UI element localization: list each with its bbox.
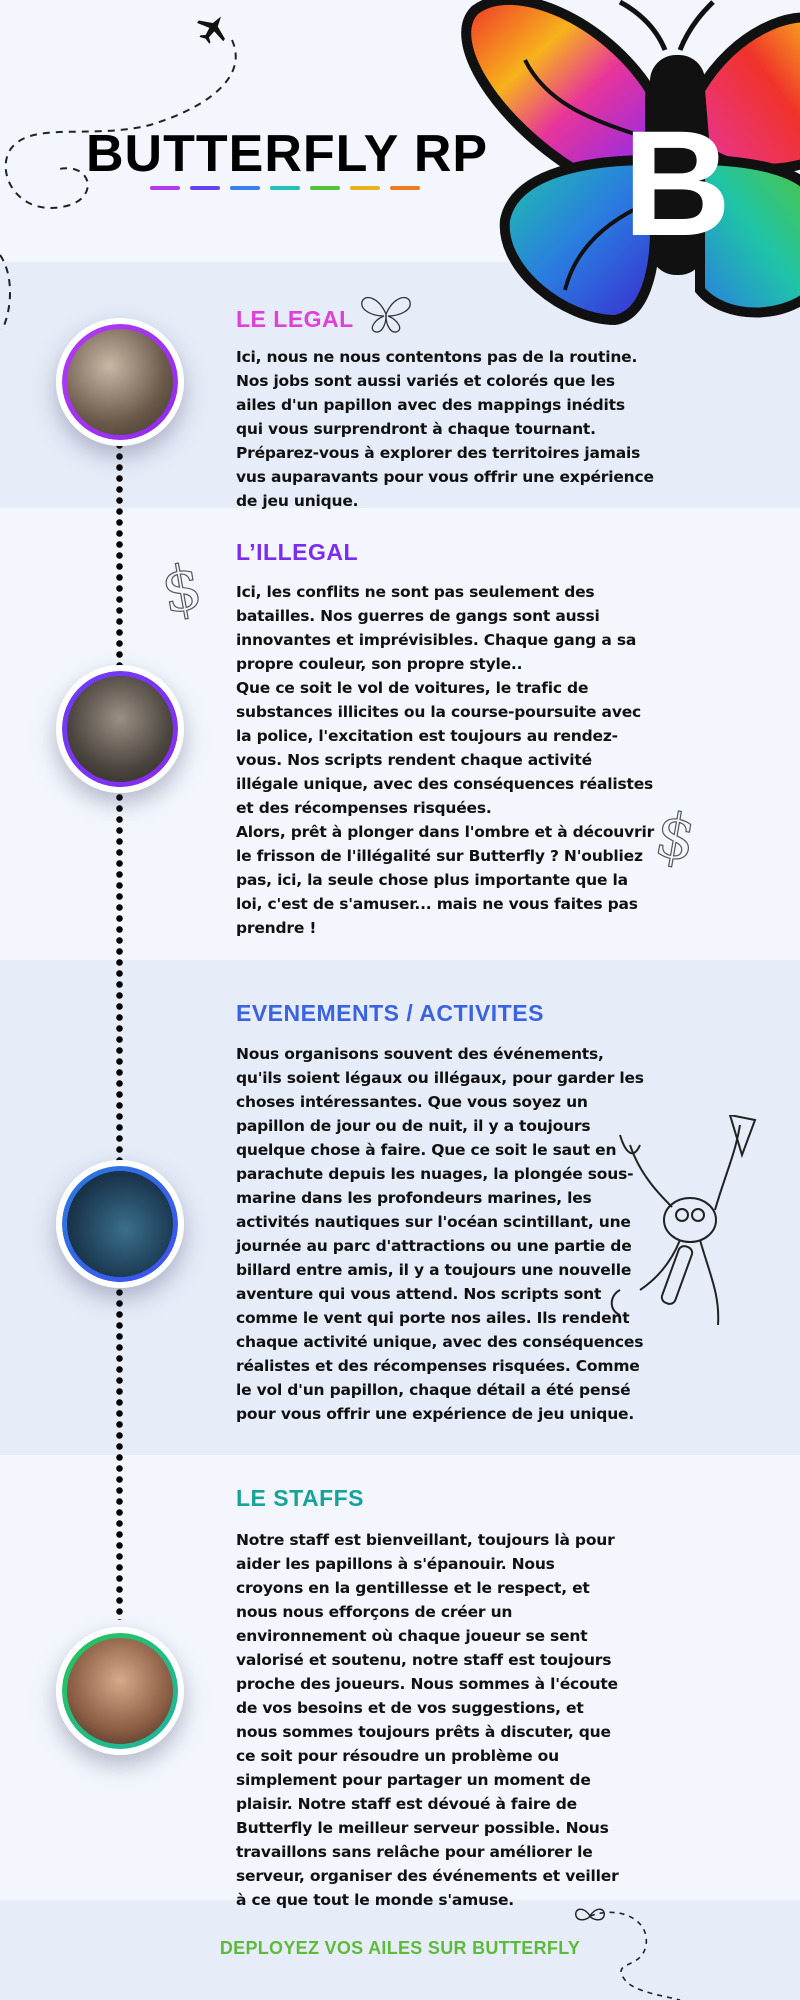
timeline-dots bbox=[116, 440, 123, 1620]
dollar-sign-icon: $ bbox=[155, 549, 208, 628]
page-title: BUTTERFLY RP bbox=[86, 125, 489, 183]
section-paragraph: Que ce soit le vol de voitures, le trafic de substances illicites ou la course-poursuite avec la police, l'excitation est toujours au rendez-vous. Nos scripts rendent chaque activité illégale unique, avec des conséquences réalistes et des récompenses risquées. bbox=[236, 679, 654, 817]
avatar-events bbox=[56, 1160, 184, 1288]
avatar-staff bbox=[56, 1627, 184, 1755]
butterfly-logo bbox=[455, 0, 800, 340]
underline-segment bbox=[270, 186, 300, 190]
avatar-ring bbox=[62, 671, 178, 787]
dollar-sign-icon: $ bbox=[649, 797, 702, 876]
avatar-photo bbox=[67, 1638, 173, 1744]
underline-segment bbox=[350, 186, 380, 190]
butterfly-sketch-icon bbox=[358, 290, 414, 336]
footer-tagline: DEPLOYEZ VOS AILES SUR BUTTERFLY bbox=[219, 1938, 581, 1958]
section-paragraph: Notre staff est bienveillant, toujours là pour aider les papillons à s'épanouir. Nous croyons en la gentillesse et le respect, et nous nous efforçons de créer un environnement où chaque joueur se sent valorisé et soutenu, notre staff est toujours proche des joueurs. Nous sommes à l'écoute de vos besoins et de vos suggestions, et nous sommes toujours prêts à discuter, que ce soit pour résoudre un problème ou simplement pour partager un moment de plaisir. Notre staff est dévoué à faire de Butterfly le meilleur serveur possible. Nous travaillons sans relâche pour améliorer le serveur, organiser des événements et veiller à ce que tout le monde s'amuse. bbox=[236, 1531, 619, 1909]
section-text bbox=[236, 345, 656, 513]
section-text bbox=[236, 580, 656, 940]
avatar-ring bbox=[62, 1633, 178, 1749]
section-heading: L’ILLEGAL bbox=[236, 539, 359, 565]
avatar-legal bbox=[56, 318, 184, 446]
section-paragraph: Nous organisons souvent des événements, qu'ils soient légaux ou illégaux, pour garder les choses intéressantes. Que vous soyez un papillon de jour ou de nuit, il y a toujours quelque chose à faire. Que ce soit le saut en parachute depuis les nuages, la plongée sous-marine dans les profondeurs marines, les activités nautiques sur l'océan scintillant, une journée au parc d'attractions ou une partie de billard entre amis, il y a toujours une nouvelle aventure qui vous attend. Nos scripts sont comme le vent qui porte nos ailes. Ils rendent chaque activité unique, avec des conséquences réalistes et des récompenses risquées. Comme le vol d'un papillon, chaque détail a été pensé pour vous offrir une expérience de jeu unique. bbox=[236, 1045, 644, 1423]
avatar-illegal bbox=[56, 665, 184, 793]
underline-segment bbox=[150, 186, 180, 190]
avatar-photo bbox=[67, 1171, 173, 1277]
logo-letter: B bbox=[622, 99, 732, 267]
underline-segment bbox=[230, 186, 260, 190]
airplane-icon bbox=[191, 7, 234, 49]
butterfly-path-decoration bbox=[570, 1900, 700, 2000]
section-text bbox=[236, 1042, 646, 1426]
underline-segment bbox=[390, 186, 420, 190]
underline-segment bbox=[190, 186, 220, 190]
avatar-ring bbox=[62, 324, 178, 440]
avatar-photo bbox=[67, 329, 173, 435]
section-paragraph: Alors, prêt à plonger dans l'ombre et à découvrir le frisson de l'illégalité sur Butterfly ? N'oubliez pas, ici, la seule chose plus importante que la loi, c'est de s'amuser... mais ne vous faites pas prendre ! bbox=[236, 823, 655, 937]
underline-segment bbox=[310, 186, 340, 190]
section-text bbox=[236, 1528, 626, 1912]
section-heading: LE LEGAL bbox=[236, 306, 354, 332]
avatar-photo bbox=[67, 676, 173, 782]
section-heading: LE STAFFS bbox=[236, 1485, 365, 1511]
section-paragraph: Ici, les conflits ne sont pas seulement des batailles. Nos guerres de gangs sont aussi innovantes et imprévisibles. Chaque gang a sa propre couleur, son propre style.. bbox=[236, 583, 637, 673]
butterfly-small-icon bbox=[576, 1909, 605, 1920]
title-underline bbox=[150, 186, 420, 190]
section-heading: EVENEMENTS / ACTIVITES bbox=[236, 1000, 544, 1026]
section-paragraph: Ici, nous ne nous contentons pas de la routine. Nos jobs sont aussi variés et colorés que les ailes d'un papillon avec des mappings inédits qui vous surprendront à chaque tournant. Préparez-vous à explorer des territoires jamais vus auparavants pour vous offrir une expérience de jeu unique. bbox=[236, 348, 654, 510]
avatar-ring bbox=[62, 1166, 178, 1282]
